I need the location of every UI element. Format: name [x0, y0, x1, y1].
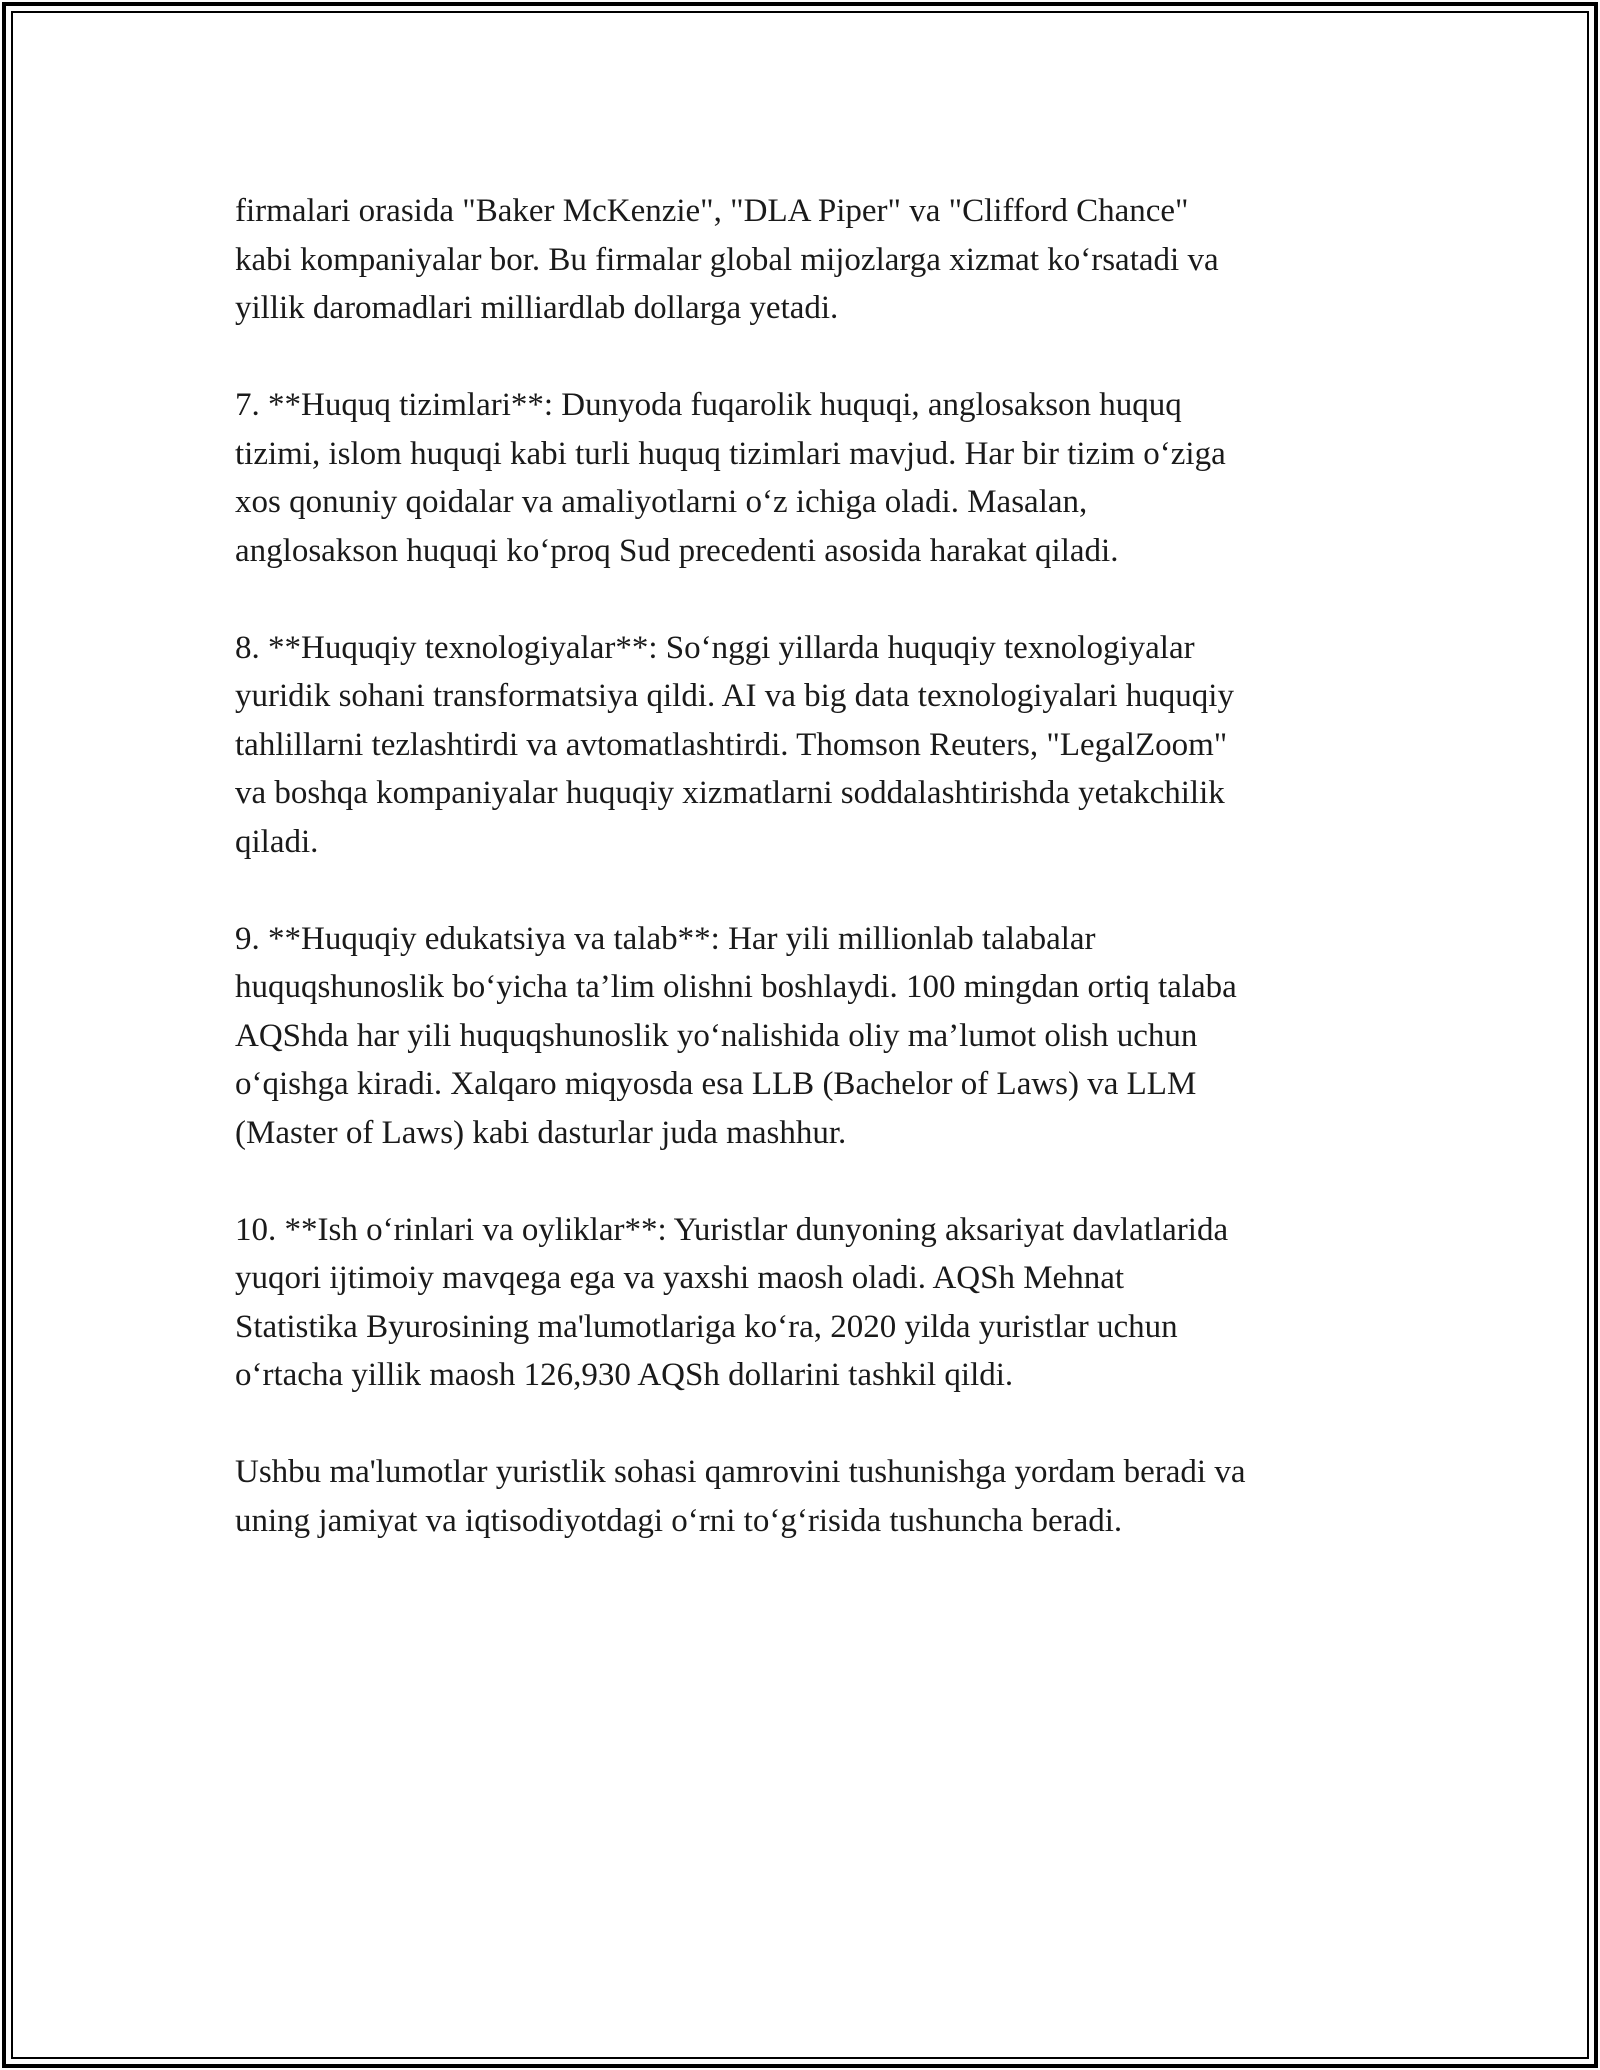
document-body	[235, 187, 1375, 1594]
paragraph-legal-technologies	[235, 624, 1375, 867]
text-line: Statistika Byurosining ma'lumotlariga ko‘ra, 2020 yilda yuristlar uchun	[235, 1308, 1178, 1345]
text-line: o‘rtacha yillik maosh 126,930 AQSh dollarini tashkil qildi.	[235, 1357, 1014, 1393]
text-line: anglosakson huquqi ko‘proq Sud precedenti asosida harakat qiladi.	[235, 532, 1119, 569]
text-line: yuridik sohani transformatsiya qildi. AI va big data texnologiyalari huquqiy	[235, 678, 1234, 714]
text-line: tahlillarni tezlashtirdi va avtomatlashtirdi. Thomson Reuters, "LegalZoom"	[235, 726, 1228, 763]
paragraph-law-firms	[235, 187, 1375, 333]
text-line: tizimi, islom huquqi kabi turli huquq tizimlari mavjud. Har bir tizim o‘ziga	[235, 435, 1226, 472]
text-line: xos qonuniy qoidalar va amaliyotlarni o‘z ichiga oladi. Masalan,	[235, 484, 1088, 520]
text-line: o‘qishga kiradi. Xalqaro miqyosda esa LLB (Bachelor of Laws) va LLM	[235, 1066, 1197, 1102]
text-line: Ushbu ma'lumotlar yuristlik sohasi qamrovini tushunishga yordam beradi va	[235, 1454, 1246, 1490]
paragraph-conclusion	[235, 1448, 1375, 1545]
text-line: 9. **Huquqiy edukatsiya va talab**: Har yili millionlab talabalar	[235, 920, 1096, 957]
text-line: AQShda har yili huquqshunoslik yo‘nalishida oliy ma’lumot olish uchun	[235, 1017, 1198, 1054]
text-line: yuqori ijtimoiy mavqega ega va yaxshi maosh oladi. AQSh Mehnat	[235, 1260, 1125, 1296]
text-line: 10. **Ish o‘rinlari va oyliklar**: Yuristlar dunyoning aksariyat davlatlarida	[235, 1211, 1229, 1248]
text-line: va boshqa kompaniyalar huquqiy xizmatlarni soddalashtirishda yetakchilik	[235, 775, 1225, 811]
paragraph-legal-systems	[235, 381, 1375, 575]
text-line: yillik daromadlari milliardlab dollarga yetadi.	[235, 290, 839, 326]
text-line: kabi kompaniyalar bor. Bu firmalar global mijozlarga xizmat ko‘rsatadi va	[235, 241, 1219, 278]
text-line: qiladi.	[235, 823, 319, 860]
paragraph-legal-education	[235, 915, 1375, 1158]
paragraph-jobs-salaries	[235, 1206, 1375, 1400]
text-line: huquqshunoslik bo‘yicha ta’lim olishni boshlaydi. 100 mingdan ortiq talaba	[235, 969, 1237, 1005]
text-line: firmalari orasida "Baker McKenzie", "DLA Piper" va "Clifford Chance"	[235, 193, 1189, 229]
text-line: (Master of Laws) kabi dasturlar juda mashhur.	[235, 1114, 847, 1151]
text-line: 8. **Huquqiy texnologiyalar**: So‘nggi yillarda huquqiy texnologiyalar	[235, 629, 1195, 666]
text-line: 7. **Huquq tizimlari**: Dunyoda fuqarolik huquqi, anglosakson huquq	[235, 387, 1182, 423]
text-line: uning jamiyat va iqtisodiyotdagi o‘rni to‘g‘risida tushuncha beradi.	[235, 1502, 1123, 1539]
